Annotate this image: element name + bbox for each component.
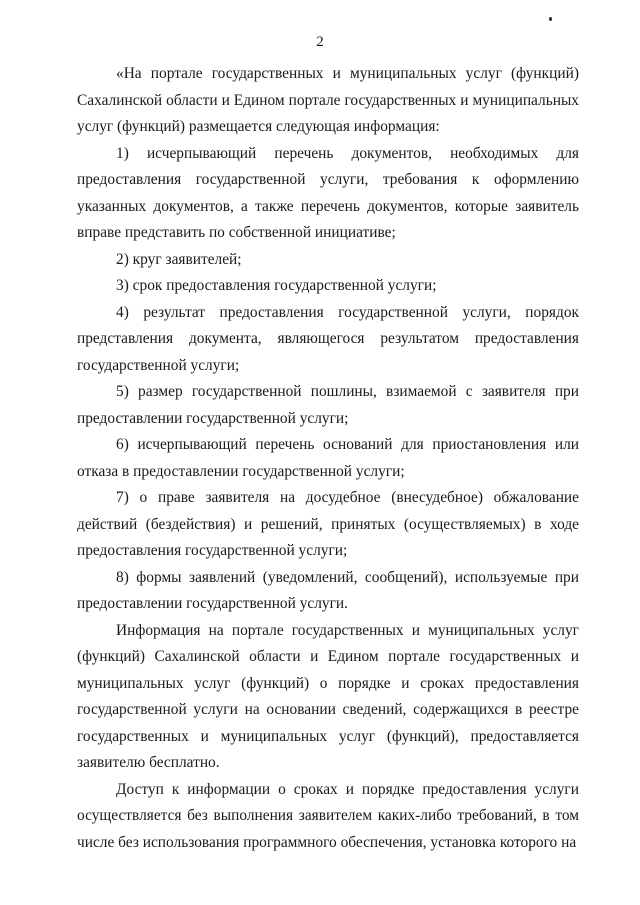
list-item-5: 5) размер государственной пошлины, взимаемой с заявителя при предоставлении государственной услуги;	[77, 383, 579, 427]
list-item-3: 3) срок предоставления государственной услуги;	[116, 277, 437, 294]
info-paragraph: Информация на портале государственных и муниципальных услуг (функций) Сахалинской области и Едином портале государственных и муниципальных услуг (функций) о порядке и сроках предоставления государственной услуги на основании сведений, содержащихся в реестре государственных и муниципальных услуг (функций), предоставляется заявителю бесплатно.	[77, 621, 579, 771]
intro-paragraph: «На портале государственных и муниципальных услуг (функций) Сахалинской области и Едином портале государственных и муниципальных услуг (функций) размещается следующая информация:	[77, 65, 579, 135]
document-body	[77, 61, 579, 856]
list-item-7: 7) о праве заявителя на досудебное (внесудебное) обжалование действий (бездействия) и решений, принятых (осуществляемых) в ходе предоставления государственной услуги;	[77, 489, 579, 559]
page-number: 2	[316, 34, 324, 50]
scan-speck	[549, 17, 552, 21]
list-item-8: 8) формы заявлений (уведомлений, сообщений), используемые при предоставлении государственной услуги.	[77, 568, 579, 612]
access-paragraph: Доступ к информации о сроках и порядке предоставления услуги осуществляется без выполнения заявителем каких-либо требований, в том числе без использования программного обеспечения, установка которого на	[77, 780, 579, 851]
list-item-1: 1) исчерпывающий перечень документов, необходимых для предоставления государственной услуги, требования к оформлению указанных документов, а также перечень документов, которые заявитель вправе представить по собственной инициативе;	[77, 144, 579, 241]
list-item-6: 6) исчерпывающий перечень оснований для приостановления или отказа в предоставлении государственной услуги;	[77, 436, 579, 480]
list-item-4: 4) результат предоставления государственной услуги, порядок представления документа, являющегося результатом предоставления государственной услуги;	[77, 303, 579, 374]
list-item-2: 2) круг заявителей;	[116, 250, 242, 268]
